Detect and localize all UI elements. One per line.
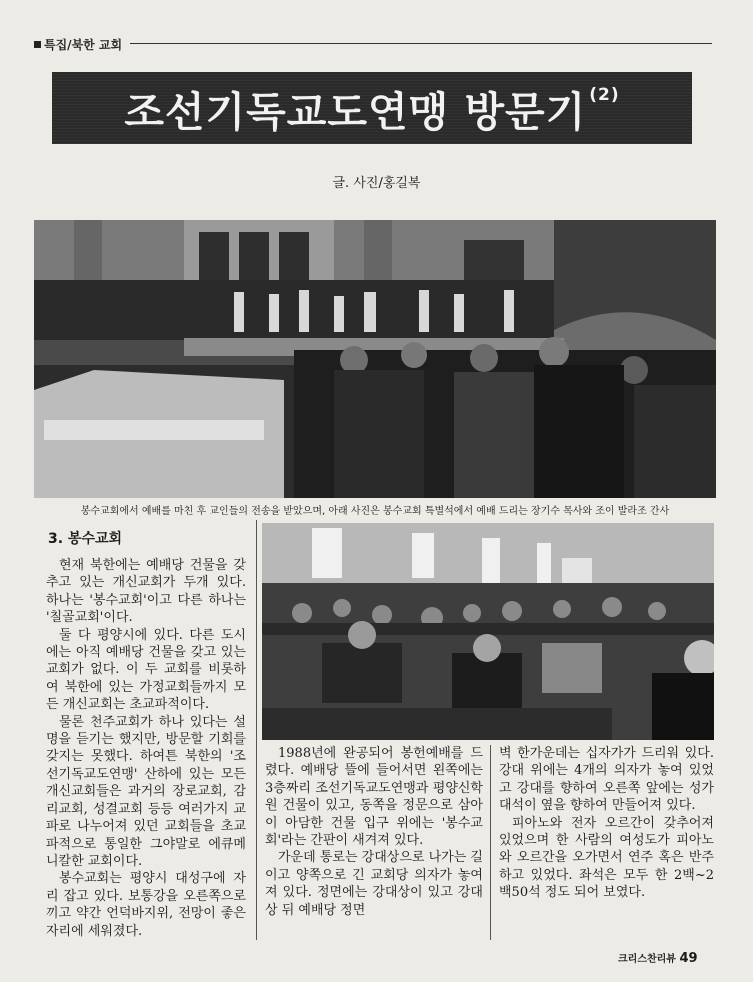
paragraph: 현재 북한에는 예배당 건물을 갖추고 있는 개신교회가 두개 있다. 하나는 '봉수교회'이고 다른 하나는 '칠골교회'이다. [46, 558, 246, 626]
paragraph: 가운데 통로는 강대상으로 나가는 길이고 양쪽으로 긴 교회당 의자가 놓여져 있다. 정면에는 강대상이 있고 강대상 뒤 예배당 정면 [265, 850, 483, 918]
page-title [124, 79, 619, 138]
photo-caption: 봉수교회에서 예배를 마친 후 교인들의 전송을 받았으며, 아래 사진은 봉수교회 특별석에서 예배 드리는 장기수 목사와 조이 발라조 간사 [80, 506, 670, 517]
text-column-3 [499, 745, 714, 902]
section-tag [34, 36, 122, 53]
paragraph: 둘 다 평양시에 있다. 다른 도시에는 아직 예배당 건물을 갖고 있는 교회가 없다. 이 두 교회를 비롯하여 북한에 있는 가정교회들까지 모든 개신교회는 초교파적이다. [46, 627, 246, 713]
byline: 글. 사진/홍길복 [332, 176, 421, 191]
worship-interior-illustration [262, 523, 714, 740]
text-column-2 [265, 745, 483, 919]
square-bullet-icon [34, 41, 41, 48]
page-number: 49 [679, 951, 698, 966]
title-text: 조선기독교도연맹 방문기 [124, 87, 587, 136]
title-banner [52, 72, 692, 144]
title-part: (2) [589, 84, 620, 105]
page-footer [618, 950, 698, 966]
paragraph: 피아노와 전자 오르간이 갖추어져 있었으며 한 사람의 여성도가 피아노와 오르간을 오가면서 연주 혹은 반주하고 있었다. 좌석은 모두 한 2백~2백50석 정도 되어 보였다. [499, 815, 714, 901]
column-divider [490, 745, 491, 940]
text-column-1 [46, 557, 246, 940]
paragraph: 봉수교회는 평양시 대성구에 자리 잡고 있다. 보통강을 오른쪽으로 끼고 약간 언덕바지위, 전망이 좋은 자리에 세워졌다. [46, 871, 246, 939]
worship-interior-photo [262, 523, 714, 740]
column-divider [256, 520, 257, 940]
paragraph: 물론 천주교회가 하나 있다는 설명을 듣기는 했지만, 방문할 기회를 갖지는 못했다. 하여튼 북한의 '조선기독교도연맹' 산하에 있는 모든 개신교회들은 과거의 장로교회, 감리교회, 성결교회 등등 여러가지 교파로 나누어져 있던 교회들을 초교파적으로 통일한 그야말로 에큐메니칼한 교회이다. [46, 714, 246, 869]
section-heading: 3. 봉수교회 [48, 531, 123, 547]
header-rule [130, 43, 712, 44]
church-exterior-photo [34, 220, 716, 498]
paragraph: 1988년에 완공되어 봉헌예배를 드렸다. 예배당 뜰에 들어서면 왼쪽에는 3층짜리 조선기독교도연맹과 평양신학원 건물이 있고, 동쪽을 정문으로 삼아 이 아담한 건물 입구 위에는 '봉수교회'라는 간판이 새겨져 있다. [265, 746, 483, 849]
magazine-name: 크리스찬리뷰 [618, 954, 676, 965]
church-exterior-illustration [34, 220, 716, 498]
section-tag-text: 특집/북한 교회 [44, 38, 123, 52]
paragraph: 벽 한가운데는 십자가가 드리워 있다. 강대 위에는 4개의 의자가 놓여 있었고 강대를 향하여 오른쪽 앞에는 성가대석이 옆을 향하여 만들어져 있다. [499, 746, 714, 814]
